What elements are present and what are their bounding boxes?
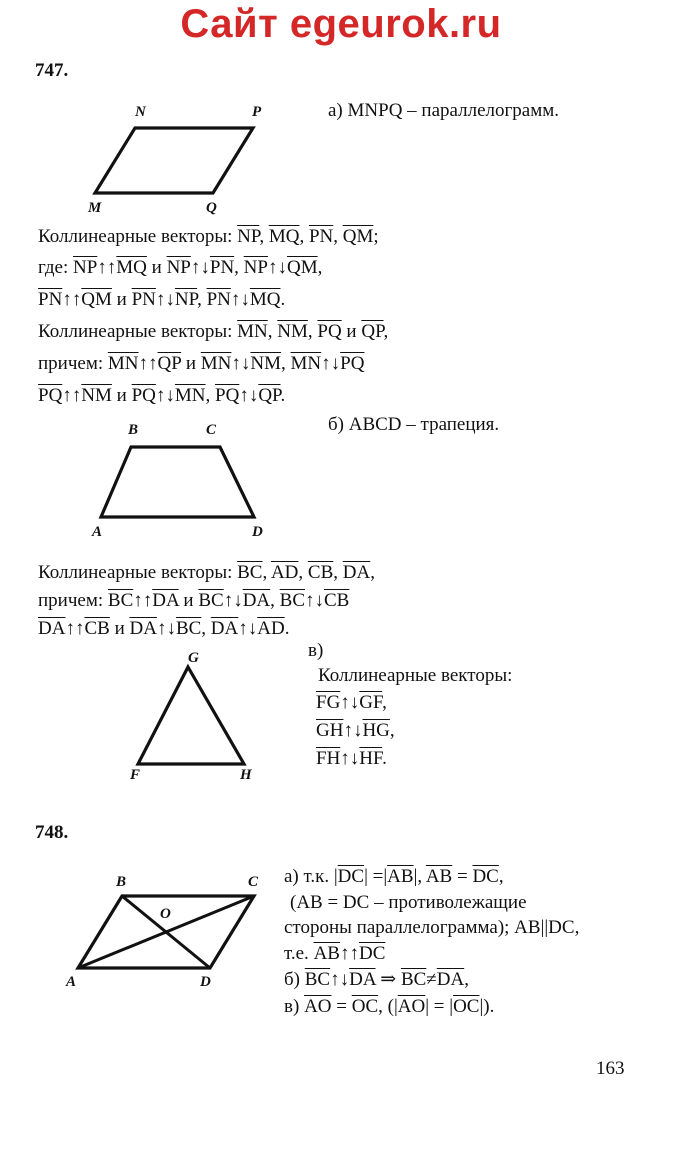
vertex-label-d-748: D (200, 974, 211, 990)
text-segment: . (284, 618, 290, 639)
text-segment: , (370, 562, 375, 583)
part-b-title: б) ABCD – трапеция. (328, 414, 500, 435)
text-segment: |, (413, 866, 426, 887)
vector-notation: $\overline{QM}$ (342, 226, 374, 247)
vector-notation: $\overline{BC}$ (304, 969, 331, 990)
vector-notation: $\overline{PN}$ (206, 289, 231, 310)
vector-notation: $\overline{DA}$ (38, 618, 66, 639)
vector-notation: $\overline{NP}$ (243, 257, 268, 278)
p748-line-3 (284, 917, 579, 939)
text-segment: и (111, 289, 132, 310)
vector-notation: $\overline{BC}$ (198, 590, 224, 611)
vector-notation: $\overline{PN}$ (38, 289, 63, 310)
vector-notation: $\overline{MN}$ (200, 353, 232, 374)
text-segment: где: (38, 257, 73, 278)
vector-notation: $\overline{FH}$ (316, 748, 341, 769)
text-segment: , (267, 321, 278, 342)
part-a-title: а) MNPQ – параллелограмм. (328, 100, 560, 121)
vector-notation: $\overline{NP}$ (174, 289, 198, 310)
vertex-label-q: Q (206, 200, 217, 216)
vector-notation: $\overline{AB}$ (313, 943, 340, 964)
text-segment: = (452, 866, 473, 887)
vector-notation: $\overline{PN}$ (209, 257, 235, 278)
vertex-label-p: P (252, 104, 262, 120)
vector-notation: $\overline{QP}$ (361, 321, 384, 342)
vector-notation: $\overline{DA}$ (349, 969, 376, 990)
text-segment: . (280, 289, 286, 310)
text-segment: ↑↑ (339, 943, 359, 964)
text-segment: Коллинеарные векторы: (318, 665, 513, 686)
text-segment: ↑↑ (97, 257, 117, 278)
vector-notation: $\overline{QM}$ (286, 257, 318, 278)
part-b-line-2 (38, 590, 349, 612)
text-segment: , (299, 226, 309, 247)
vertex-label-a-748: A (66, 974, 77, 990)
vector-notation: $\overline{PQ}$ (215, 385, 240, 406)
part-a-line-4 (38, 321, 388, 343)
text-segment: ↑↓ (223, 590, 243, 611)
vector-notation: $\overline{BC}$ (279, 590, 305, 611)
text-segment: (AB = DC – противолежащие (290, 892, 527, 913)
part-c-line-3 (316, 720, 395, 742)
text-segment: , (333, 562, 343, 583)
text-segment: , (262, 562, 271, 583)
text-segment: | = | (425, 996, 454, 1017)
part-a-line-3 (38, 289, 285, 311)
site-watermark: Сайт egeurok.ru (180, 2, 502, 46)
vertex-label-o-748: O (160, 906, 171, 922)
vector-notation: $\overline{MN}$ (107, 353, 139, 374)
text-segment: т.е. (284, 943, 314, 964)
vertex-label-n: N (135, 104, 146, 120)
text-segment: ↑↓ (190, 257, 210, 278)
text-segment: ↑↓ (340, 692, 360, 713)
vector-notation: $\overline{QM}$ (81, 289, 112, 310)
text-segment: в) (284, 996, 305, 1017)
text-segment: , (197, 289, 207, 310)
vector-notation: $\overline{HF}$ (359, 748, 383, 769)
text-segment: Коллинеарные векторы: (38, 562, 238, 583)
problem-number-747: 747. (35, 60, 69, 81)
text-segment: и (109, 618, 130, 639)
text-segment: , (464, 969, 469, 990)
vector-notation: $\overline{CB}$ (307, 562, 334, 583)
text-segment: , (498, 866, 504, 887)
vector-notation: $\overline{DA}$ (242, 590, 271, 611)
text-segment: , (205, 385, 216, 406)
text-segment: и (111, 385, 132, 406)
text-segment: ↑↓ (155, 385, 175, 406)
vector-notation: $\overline{NP}$ (72, 257, 98, 278)
vector-notation: $\overline{DC}$ (337, 866, 365, 887)
text-segment: стороны параллелограмма); AB||DC, (284, 917, 580, 938)
vertex-label-h: H (240, 767, 252, 783)
vector-notation: $\overline{GF}$ (359, 692, 383, 713)
triangle-fgh-shape (138, 667, 244, 764)
text-segment: а) т.к. | (284, 866, 338, 887)
text-segment: ↑↓ (321, 353, 341, 374)
vector-notation: $\overline{CB}$ (324, 590, 350, 611)
text-segment: и (341, 321, 362, 342)
vector-notation: $\overline{GH}$ (316, 720, 344, 741)
vector-notation: $\overline{MN}$ (174, 385, 206, 406)
text-segment: , (333, 226, 343, 247)
text-segment: ↑↑ (62, 289, 82, 310)
vector-notation: $\overline{BC}$ (175, 618, 202, 639)
vector-notation: $\overline{MN}$ (290, 353, 322, 374)
vertex-label-c-748: C (248, 874, 259, 890)
vector-notation: $\overline{NP}$ (237, 226, 260, 247)
text-segment: причем: (38, 590, 108, 611)
vector-notation: $\overline{AD}$ (257, 618, 285, 639)
vector-notation: $\overline{PN}$ (131, 289, 156, 310)
text-segment: и (178, 590, 199, 611)
part-b-line-3 (38, 618, 289, 640)
vector-notation: $\overline{NM}$ (250, 353, 282, 374)
vector-notation: $\overline{AB}$ (387, 866, 414, 887)
vertex-label-m: M (88, 200, 102, 216)
vector-notation: $\overline{NM}$ (81, 385, 112, 406)
text-segment: ↑↓ (330, 969, 350, 990)
p748-line-2 (290, 892, 527, 914)
vector-notation: $\overline{QP}$ (157, 353, 182, 374)
p748-line-6 (284, 996, 494, 1018)
text-segment: , (234, 257, 244, 278)
vector-notation: $\overline{NM}$ (277, 321, 308, 342)
vector-notation: $\overline{OC}$ (453, 996, 480, 1017)
vector-notation: $\overline{PN}$ (308, 226, 334, 247)
vertex-label-g: G (188, 650, 199, 666)
vector-notation: $\overline{DA}$ (152, 590, 179, 611)
vector-notation: $\overline{FG}$ (316, 692, 341, 713)
text-segment: , (389, 720, 395, 741)
vector-notation: $\overline{MQ}$ (249, 289, 281, 310)
p748-line-5 (284, 969, 469, 991)
text-segment: ↑↓ (305, 590, 324, 611)
text-segment: ↑↑ (133, 590, 153, 611)
text-segment: ; (373, 226, 379, 247)
vector-notation: $\overline{DA}$ (436, 969, 465, 990)
vector-notation: $\overline{BC}$ (107, 590, 134, 611)
text-segment: , (259, 226, 269, 247)
text-segment: | =| (364, 866, 388, 887)
vector-notation: $\overline{NP}$ (166, 257, 191, 278)
parallelogram-mnpq-shape (95, 128, 253, 193)
vector-notation: $\overline{BC}$ (400, 969, 427, 990)
vector-notation: $\overline{PQ}$ (38, 385, 63, 406)
text-segment: ⇒ (375, 969, 401, 990)
vector-notation: $\overline{CB}$ (84, 618, 110, 639)
vector-notation: $\overline{AO}$ (397, 996, 426, 1017)
part-c-line-1 (318, 665, 512, 687)
part-a-line-5 (38, 353, 364, 375)
text-segment: ↑↓ (267, 257, 287, 278)
trapezoid-abcd-figure (98, 444, 258, 522)
vector-notation: $\overline{MN}$ (237, 321, 268, 342)
vector-notation: $\overline{BC}$ (237, 562, 263, 583)
vector-notation: $\overline{AO}$ (304, 996, 332, 1017)
vector-notation: $\overline{PQ}$ (131, 385, 156, 406)
text-segment: ↑↑ (65, 618, 85, 639)
part-c-title: в) (308, 640, 324, 661)
vertex-label-f: F (130, 767, 141, 783)
text-segment: причем: (38, 353, 108, 374)
vector-notation: $\overline{AB}$ (425, 866, 453, 887)
parallelogram-abcd-diagonals-figure (72, 890, 262, 972)
text-segment: , (382, 692, 387, 713)
text-segment: , (281, 353, 291, 374)
vector-notation: $\overline{OC}$ (351, 996, 379, 1017)
text-segment: . (382, 748, 387, 769)
vector-notation: $\overline{PQ}$ (317, 321, 342, 342)
text-segment: . (280, 385, 286, 406)
page-number: 163 (596, 1058, 625, 1079)
vertex-label-c: C (206, 422, 217, 438)
text-segment: , (383, 321, 389, 342)
text-segment: и (146, 257, 167, 278)
text-segment: ↑↓ (340, 748, 360, 769)
text-segment: ↑↑ (62, 385, 82, 406)
vertex-label-b: B (128, 422, 139, 438)
text-segment: |). (479, 996, 495, 1017)
vector-notation: $\overline{AD}$ (270, 562, 299, 583)
vector-notation: $\overline{DC}$ (358, 943, 386, 964)
text-segment: ↑↓ (238, 618, 258, 639)
text-segment: ↑↓ (239, 385, 259, 406)
text-segment: ↑↑ (138, 353, 158, 374)
text-segment: ↑↓ (343, 720, 363, 741)
text-segment: , (317, 257, 323, 278)
vector-notation: $\overline{DA}$ (210, 618, 239, 639)
vector-notation: $\overline{QP}$ (258, 385, 281, 406)
text-segment: = (331, 996, 352, 1017)
vector-notation: $\overline{HG}$ (362, 720, 390, 741)
part-a-line-1 (38, 226, 379, 248)
triangle-fgh-figure (136, 664, 248, 768)
text-segment: , (307, 321, 318, 342)
text-segment: ↑↓ (230, 289, 250, 310)
text-segment: б) (284, 969, 305, 990)
p748-line-1 (284, 866, 504, 888)
vector-notation: $\overline{MQ}$ (116, 257, 147, 278)
vector-notation: $\overline{DC}$ (472, 866, 499, 887)
p748-line-4 (284, 943, 385, 965)
vector-notation: $\overline{PQ}$ (340, 353, 365, 374)
parallelogram-mnpq-figure (90, 126, 270, 198)
text-segment: и (181, 353, 201, 374)
text-segment: , (298, 562, 308, 583)
vector-notation: $\overline{MQ}$ (268, 226, 300, 247)
text-segment: Коллинеарные векторы: (38, 321, 238, 342)
vector-notation: $\overline{DA}$ (129, 618, 157, 639)
part-b-line-1 (38, 562, 375, 584)
text-segment: , (201, 618, 211, 639)
trapezoid-abcd-shape (101, 447, 254, 517)
vector-notation: $\overline{DA}$ (342, 562, 371, 583)
text-segment: ≠ (426, 969, 437, 990)
part-c-line-4 (316, 748, 387, 770)
text-segment: ↑↓ (155, 289, 175, 310)
text-segment: Коллинеарные векторы: (38, 226, 238, 247)
part-c-line-2 (316, 692, 387, 714)
text-segment: ↑↓ (156, 618, 176, 639)
part-a-line-2 (38, 257, 322, 279)
text-segment: , (270, 590, 280, 611)
vertex-label-b-748: B (116, 874, 127, 890)
problem-number-748: 748. (35, 822, 69, 843)
text-segment: ↑↓ (231, 353, 251, 374)
text-segment: , (| (378, 996, 398, 1017)
vertex-label-a: A (92, 524, 103, 540)
part-a-line-6 (38, 385, 285, 407)
vertex-label-d: D (252, 524, 263, 540)
